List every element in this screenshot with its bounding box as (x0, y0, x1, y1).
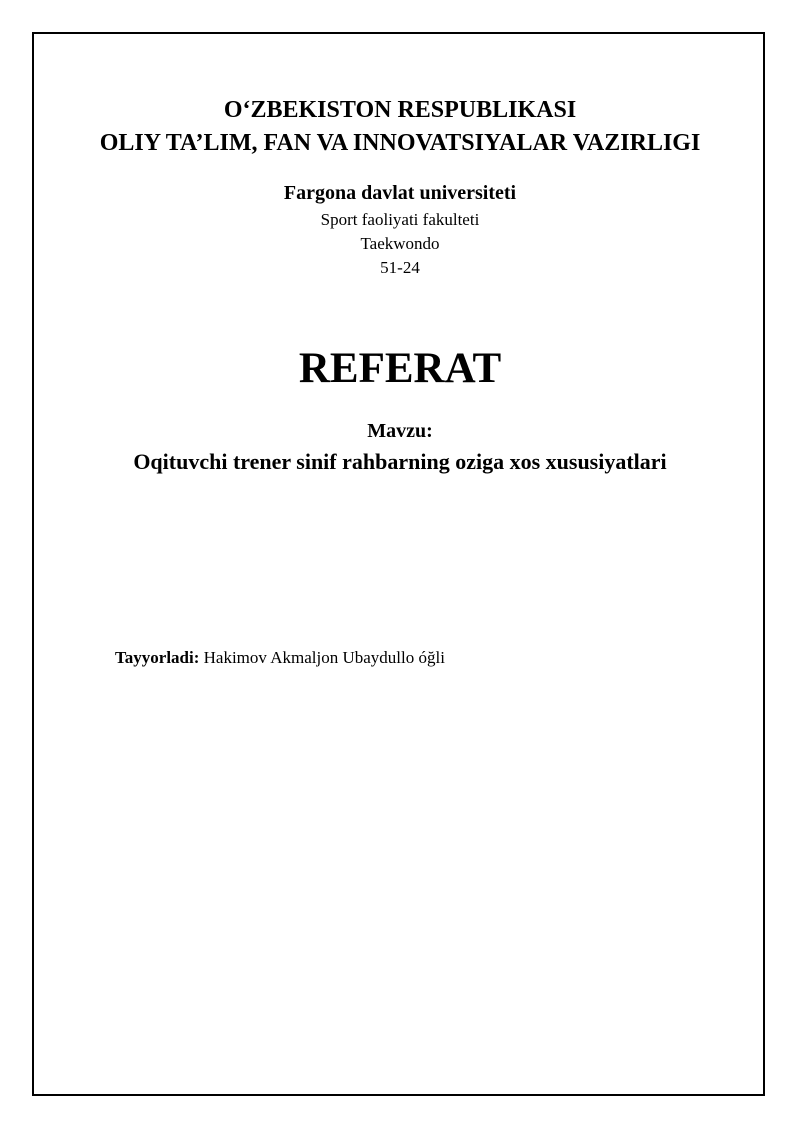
author-name: Hakimov Akmaljon Ubaydullo óğli (203, 648, 445, 667)
specialty-name: Taekwondo (360, 234, 440, 253)
ministry-country-heading: O‘ZBEKISTON RESPUBLIKASI (223, 97, 577, 123)
ministry-name-heading: OLIY TA’LIM, FAN VA INNOVATSIYALAR VAZIRLIGI (99, 130, 701, 156)
document-title: REFERAT (298, 345, 502, 392)
author-label: Tayyorladi: (115, 648, 200, 667)
university-name: Fargona davlat universiteti (283, 182, 517, 204)
author-line (115, 648, 445, 668)
group-number: 51-24 (380, 258, 420, 277)
faculty-name: Sport faoliyati fakulteti (320, 210, 480, 229)
topic-label: Mavzu: (367, 420, 433, 442)
topic-text: Oqituvchi trener sinif rahbarning oziga xos xususiyatlari (133, 449, 667, 474)
